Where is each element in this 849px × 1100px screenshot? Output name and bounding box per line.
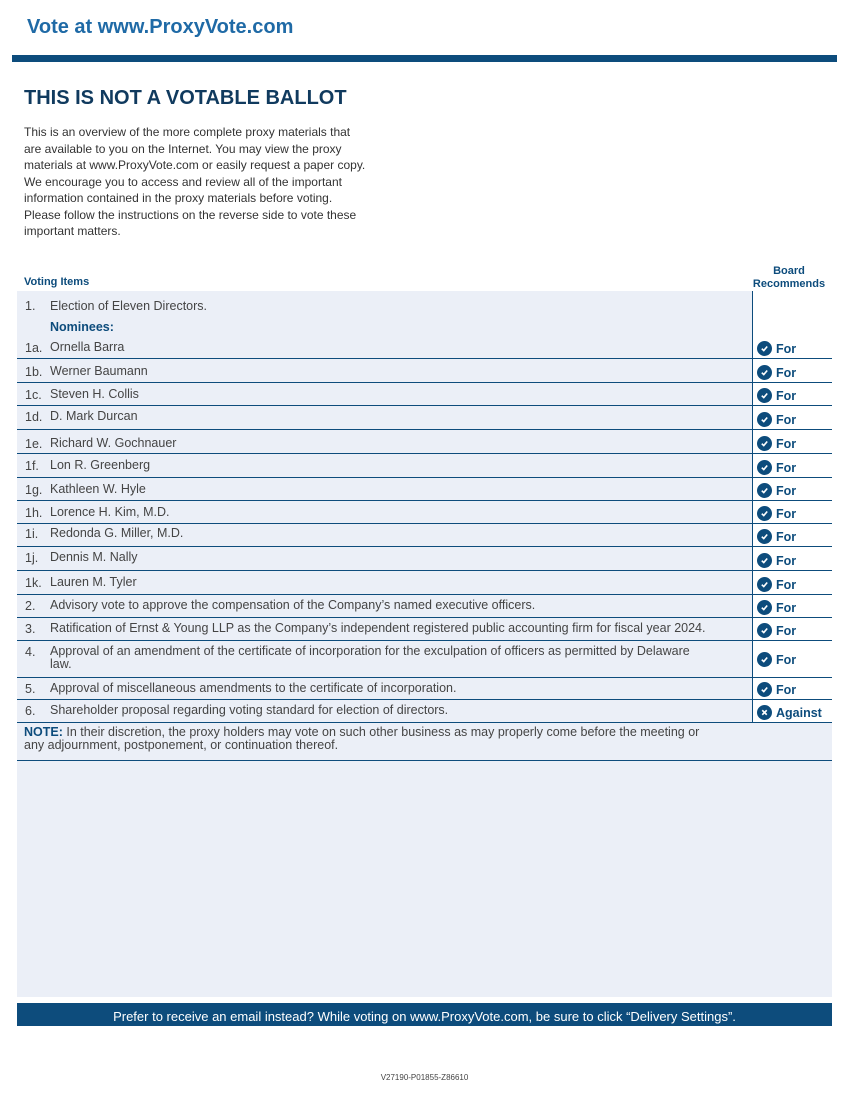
item-row-1i	[17, 524, 832, 547]
check-circle-icon	[757, 388, 772, 403]
recommendation-label: For	[776, 412, 797, 427]
recommendation-cell	[752, 291, 832, 358]
recommendation-label: For	[776, 365, 797, 380]
item-number: 1c.	[25, 388, 42, 402]
board-header-line: Board	[773, 265, 805, 277]
note-line: any adjournment, postponement, or continuation thereof.	[24, 738, 339, 752]
recommendation-label: Against	[776, 705, 822, 720]
recommendation-cell	[752, 383, 832, 405]
recommendation-cell	[752, 430, 832, 453]
check-circle-icon	[757, 529, 772, 544]
item-number: 1h.	[25, 506, 43, 520]
check-circle-icon	[757, 506, 772, 521]
recommendation-cell	[752, 454, 832, 477]
intro-line: information contained in the proxy materials before voting.	[24, 191, 333, 205]
recommendation-cell	[752, 595, 832, 617]
item-text: Richard W. Gochnauer	[50, 436, 177, 450]
recommendation-label: For	[776, 436, 797, 451]
item-text: Lauren M. Tyler	[50, 575, 137, 589]
item-number: 1f.	[25, 459, 39, 473]
recommendation-cell	[752, 618, 832, 640]
recommendation-label: For	[776, 388, 797, 403]
recommendation-cell	[752, 547, 832, 570]
item-number: 1e.	[25, 437, 43, 451]
intro-line: are available to you on the Internet. You may view the proxy	[24, 141, 342, 156]
recommendation-label: For	[776, 506, 797, 521]
intro-line: important matters.	[24, 224, 121, 238]
item-text: Lorence H. Kim, M.D.	[50, 505, 170, 519]
item-number: 6.	[25, 704, 36, 718]
recommendation-cell	[752, 700, 832, 722]
item-text: Lon R. Greenberg	[50, 458, 151, 472]
item-row-5	[17, 678, 832, 700]
item-row-1k	[17, 571, 832, 595]
check-circle-icon	[757, 365, 772, 380]
check-circle-icon	[757, 577, 772, 592]
item-number: 1.	[25, 299, 36, 313]
item-text: D. Mark Durcan	[50, 409, 138, 423]
item-row-6	[17, 700, 832, 723]
check-circle-icon	[757, 600, 772, 615]
item-text: Ornella Barra	[50, 340, 125, 354]
item-row-1d	[17, 406, 832, 430]
item-number: 2.	[25, 599, 36, 613]
item-text: Election of Eleven Directors.	[50, 299, 208, 313]
recommendation-cell	[752, 478, 832, 500]
item-row-1f	[17, 454, 832, 478]
item-row-1h	[17, 501, 832, 524]
voting-items-header: Voting Items	[24, 276, 90, 288]
item-row-1g	[17, 478, 832, 501]
item-number: 1k.	[25, 576, 42, 590]
recommendation-cell	[752, 524, 832, 546]
nominees-label: Nominees:	[50, 320, 114, 334]
item-row-1b	[17, 359, 832, 383]
item-number: 3.	[25, 622, 36, 636]
check-circle-icon	[757, 652, 772, 667]
recommendation-cell	[752, 406, 832, 429]
item-text: Werner Baumann	[50, 364, 148, 378]
check-circle-icon	[757, 553, 772, 568]
item-number: 1d.	[25, 410, 43, 424]
intro-line: This is an overview of the more complete proxy materials that	[24, 125, 351, 139]
document-code: V27190-P01855-Z86610	[380, 1073, 469, 1082]
recommendation-label: For	[776, 623, 797, 638]
item-text: Kathleen W. Hyle	[50, 482, 146, 496]
recommendation-cell	[752, 501, 832, 523]
intro-paragraph	[24, 124, 409, 240]
item-text: Redonda G. Miller, M.D.	[50, 526, 184, 540]
item-row-1e	[17, 430, 832, 454]
note-text	[24, 726, 764, 752]
recommendation-label: For	[776, 652, 797, 667]
item-text: Ratification of Ernst & Young LLP as the Company’s independent registered public accounting firm for fiscal year 2024.	[50, 621, 706, 635]
item-number: 1j.	[25, 551, 39, 565]
recommendation-cell	[752, 571, 832, 594]
board-recommends-header	[748, 265, 830, 291]
recommendation-cell	[752, 359, 832, 382]
item-number: 1a.	[25, 341, 43, 355]
recommendation-cell	[752, 678, 832, 699]
footer-banner: Prefer to receive an email instead? While voting on www.ProxyVote.com, be sure to click “Delivery Settings”.	[17, 1003, 832, 1026]
item-row-2	[17, 595, 832, 618]
item-text: Advisory vote to approve the compensation of the Company’s named executive officers.	[50, 598, 536, 612]
item-row-3	[17, 618, 832, 641]
check-circle-icon	[757, 341, 772, 356]
header-divider	[12, 55, 837, 62]
item-text-line: Approval of an amendment of the certificate of incorporation for the exculpation of officers as permitted by Delaware	[50, 644, 690, 658]
item-text: Dennis M. Nally	[50, 550, 138, 564]
note-label: NOTE:	[24, 725, 63, 739]
check-circle-icon	[757, 436, 772, 451]
x-circle-icon	[757, 705, 772, 720]
recommendation-label: For	[776, 341, 797, 356]
header-title: Vote at www.ProxyVote.com	[27, 16, 294, 38]
check-circle-icon	[757, 460, 772, 475]
item-row-1c	[17, 383, 832, 406]
recommendation-cell	[752, 641, 832, 677]
item-text-line: law.	[50, 657, 72, 671]
check-circle-icon	[757, 412, 772, 427]
recommendation-label: For	[776, 529, 797, 544]
item-number: 5.	[25, 682, 36, 696]
check-circle-icon	[757, 483, 772, 498]
item-row-1	[17, 291, 832, 359]
recommendation-label: For	[776, 483, 797, 498]
check-circle-icon	[757, 682, 772, 697]
intro-line: materials at www.ProxyVote.com or easily request a paper copy.	[24, 158, 366, 172]
item-text: Steven H. Collis	[50, 387, 139, 401]
item-number: 1b.	[25, 365, 43, 379]
recommendation-label: For	[776, 460, 797, 475]
item-text: Shareholder proposal regarding voting standard for election of directors.	[50, 703, 449, 717]
item-row-4	[17, 641, 832, 678]
recommendation-label: For	[776, 682, 797, 697]
page-title: THIS IS NOT A VOTABLE BALLOT	[24, 87, 347, 109]
intro-line: Please follow the instructions on the reverse side to vote these	[24, 207, 357, 222]
item-number: 1i.	[25, 527, 39, 541]
check-circle-icon	[757, 623, 772, 638]
item-number: 4.	[25, 645, 36, 659]
item-row-1j	[17, 547, 832, 571]
item-number: 1g.	[25, 483, 43, 497]
item-text	[50, 645, 690, 671]
intro-line: We encourage you to access and review all of the important	[24, 174, 342, 189]
item-text: Approval of miscellaneous amendments to the certificate of incorporation.	[50, 681, 457, 695]
recommendation-label: For	[776, 553, 797, 568]
recommendation-label: For	[776, 600, 797, 615]
note-line: In their discretion, the proxy holders may vote on such other business as may properly come before the meeting or	[62, 725, 700, 739]
board-header-line: Recommends	[752, 278, 826, 290]
recommendation-label: For	[776, 577, 797, 592]
